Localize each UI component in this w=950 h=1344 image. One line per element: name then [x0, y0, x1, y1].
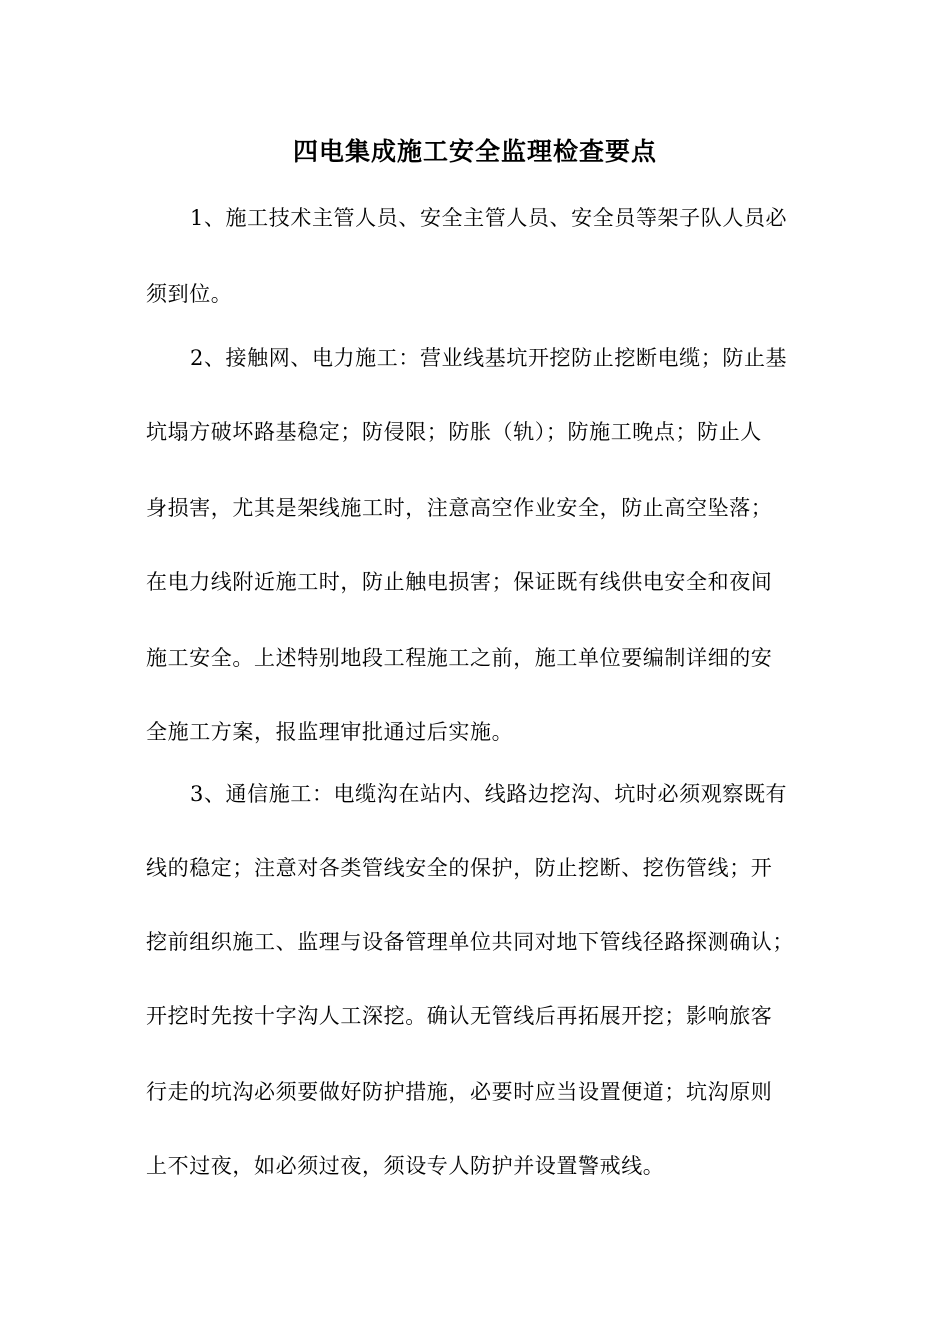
paragraph-1-line-2: 须到位。 [146, 282, 233, 306]
paragraph-3-line-1: 3、通信施工：电缆沟在站内、线路边挖沟、坑时必须观察既有 [190, 782, 788, 806]
paragraph-2-line-6: 全施工方案，报监理审批通过后实施。 [146, 720, 514, 744]
paragraph-3-line-4: 开挖时先按十字沟人工深挖。确认无管线后再拓展开挖；影响旅客 [146, 1004, 773, 1028]
paragraph-3-line-5: 行走的坑沟必须要做好防护措施，必要时应当设置便道；坑沟原则 [146, 1080, 773, 1104]
paragraph-3-line-2: 线的稳定；注意对各类管线安全的保护，防止挖断、挖伤管线；开 [146, 856, 773, 880]
paragraph-3-line-6: 上不过夜，如必须过夜，须设专人防护并设置警戒线。 [146, 1154, 665, 1178]
paragraph-2-line-2: 坑塌方破坏路基稳定；防侵限；防胀（轨）；防施工晚点；防止人 [146, 420, 762, 444]
paragraph-2-line-3: 身损害，尤其是架线施工时，注意高空作业安全，防止高空坠落； [146, 496, 773, 520]
paragraph-2-line-5: 施工安全。上述特别地段工程施工之前，施工单位要编制详细的安 [146, 646, 773, 670]
paragraph-3-line-3: 挖前组织施工、监理与设备管理单位共同对地下管线径路探测确认； [146, 930, 794, 954]
document-title: 四电集成施工安全监理检查要点 [292, 137, 657, 166]
paragraph-2-line-4: 在电力线附近施工时，防止触电损害；保证既有线供电安全和夜间 [146, 570, 773, 594]
paragraph-1-line-1: 1、施工技术主管人员、安全主管人员、安全员等架子队人员必 [190, 206, 788, 230]
paragraph-2-line-1: 2、接触网、电力施工：营业线基坑开挖防止挖断电缆；防止基 [190, 346, 788, 370]
